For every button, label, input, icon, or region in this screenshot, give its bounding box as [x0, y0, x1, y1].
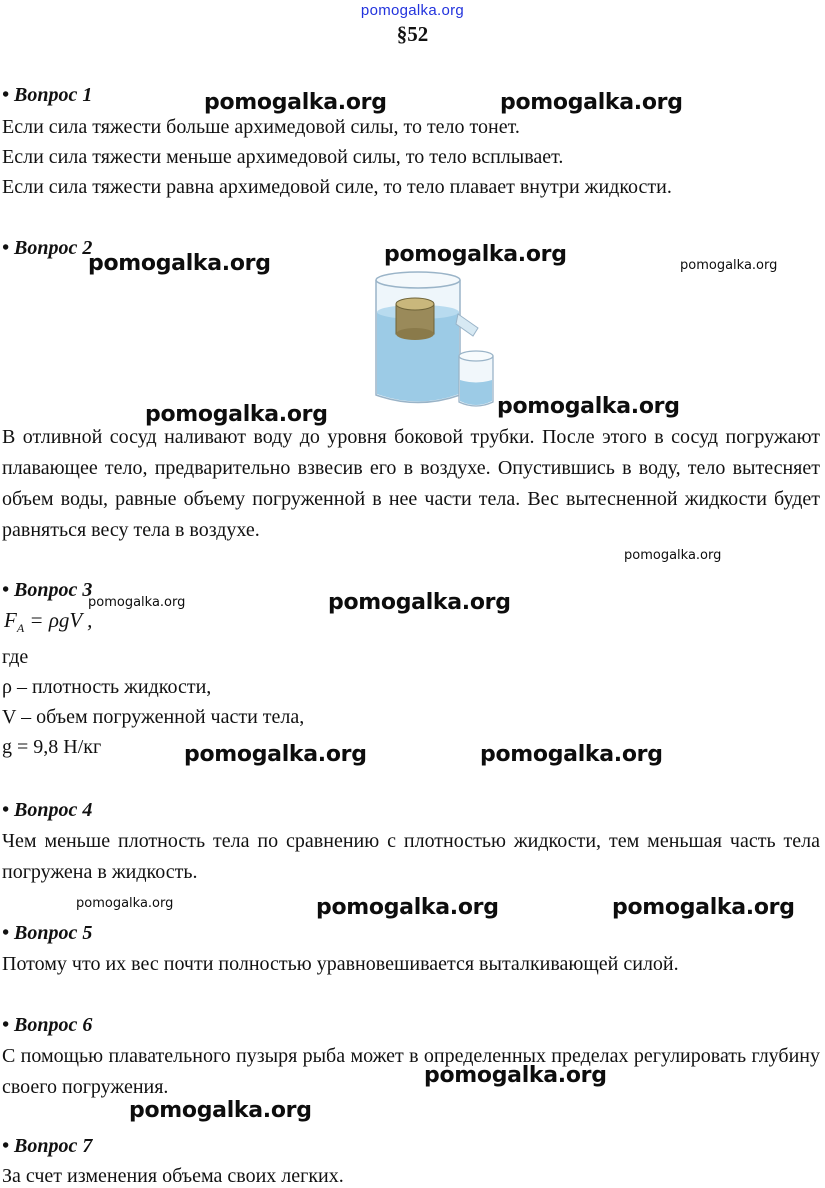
watermark: pomogalka.org: [204, 90, 387, 115]
watermark: pomogalka.org: [480, 742, 663, 767]
question-3-line-4: g = 9,8 Н/кг: [2, 736, 102, 758]
watermark: pomogalka.org: [497, 394, 680, 419]
question-5-text: Потому что их вес почти полностью уравновешивается выталкивающей силой.: [2, 953, 679, 975]
watermark: pomogalka.org: [145, 402, 328, 427]
question-3-line-2: ρ – плотность жидкости,: [2, 676, 212, 698]
archimedes-formula: $F_A = \rho gV$ ,: [4, 608, 93, 636]
question-3-line-1: где: [2, 646, 29, 668]
formula-subscript: A: [16, 621, 25, 636]
question-1-line-2: Если сила тяжести меньше архимедовой силы, то тело всплывает.: [2, 146, 564, 168]
question-1-title: • Вопрос 1: [2, 84, 93, 106]
watermark: pomogalka.org: [316, 895, 499, 920]
watermark: pomogalka.org: [129, 1098, 312, 1123]
question-6-title: • Вопрос 6: [2, 1014, 93, 1036]
overflow-vessel-illustration: [352, 270, 502, 415]
question-2-title: • Вопрос 2: [2, 237, 93, 259]
site-watermark-top: pomogalka.org: [360, 2, 465, 19]
paragraph-title: §52: [396, 22, 429, 46]
question-7-text: За счет изменения объема своих легких.: [2, 1165, 344, 1187]
watermark: pomogalka.org: [384, 242, 567, 267]
watermark: pomogalka.org: [184, 742, 367, 767]
question-3-line-3: V – объем погруженной части тела,: [2, 706, 305, 728]
question-1-line-3: Если сила тяжести равна архимедовой силе, то тело плавает внутри жидкости.: [2, 176, 672, 198]
question-1-line-1: Если сила тяжести больше архимедовой силы, то тело тонет.: [2, 116, 520, 138]
watermark: pomogalka.org: [424, 1063, 607, 1088]
watermark: pomogalka.org: [328, 590, 511, 615]
watermark: pomogalka.org: [88, 251, 271, 276]
question-4-text: Чем меньше плотность тела по сравнению с плотностью жидкости, тем меньшая часть тела погружена в жидкость.: [2, 830, 820, 883]
question-3-title: • Вопрос 3: [2, 579, 93, 601]
watermark: pomogalka.org: [624, 548, 722, 563]
watermark: pomogalka.org: [88, 595, 186, 610]
watermark: pomogalka.org: [612, 895, 795, 920]
question-2-text: В отливной сосуд наливают воду до уровня боковой трубки. После этого в сосуд погружают плавающее тело, предварительно взвесив его в воздухе. Опустившись в воду, тело вытесняет объем воды, равные объему погруженной в нее части тела. Вес вытесненной жидкости будет равняться весу тела в воздухе.: [2, 426, 820, 541]
question-7-title: • Вопрос 7: [2, 1135, 93, 1157]
watermark: pomogalka.org: [500, 90, 683, 115]
question-6-text: С помощью плавательного пузыря рыба может в определенных пределах регулировать глубину своего погружения.: [2, 1045, 820, 1098]
watermark: pomogalka.org: [680, 258, 778, 273]
watermark: pomogalka.org: [76, 896, 174, 911]
question-5-title: • Вопрос 5: [2, 922, 93, 944]
question-4-title: • Вопрос 4: [2, 799, 93, 821]
